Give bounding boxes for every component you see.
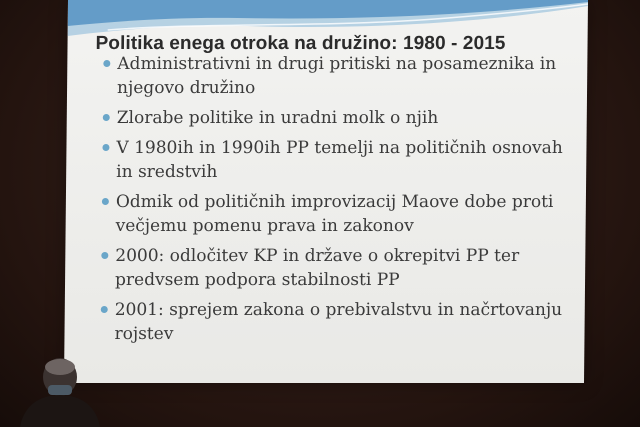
bullet-text: Administrativni in drugi pritiski na posameznika in njegovo družino	[116, 54, 557, 98]
bullet-text: V 1980ih in 1990ih PP temelji na političnih osnovah in sredstvih	[116, 138, 563, 182]
projection-screen	[64, 0, 588, 383]
bullet-dot-icon	[101, 252, 108, 259]
bullet-list	[100, 52, 573, 352]
bullet-item	[103, 52, 574, 100]
bullet-item	[103, 106, 573, 130]
bullet-dot-icon	[103, 60, 110, 67]
slide-title: Politika enega otroka na družino: 1980 - 2015	[95, 33, 506, 54]
bullet-dot-icon	[102, 144, 109, 151]
bullet-text: Zlorabe politike in uradni molk o njih	[116, 108, 439, 128]
bullet-dot-icon	[103, 114, 110, 121]
bullet-item	[101, 244, 572, 292]
bullet-item	[102, 136, 573, 184]
bullet-text: 2001: sprejem zakona o prebivalstvu in načrtovanju rojstev	[114, 300, 563, 344]
bullet-dot-icon	[102, 198, 109, 205]
bullet-dot-icon	[101, 306, 108, 313]
bullet-text: Odmik od političnih improvizacij Maove dobe proti večjemu pomenu prava in zakonov	[115, 192, 554, 236]
bullet-item	[102, 190, 573, 238]
audience-member-silhouette	[10, 355, 110, 427]
bullet-text: 2000: odločitev KP in države o okrepitvi PP ter predvsem podpora stabilnosti PP	[114, 246, 520, 290]
bullet-item	[100, 298, 571, 346]
